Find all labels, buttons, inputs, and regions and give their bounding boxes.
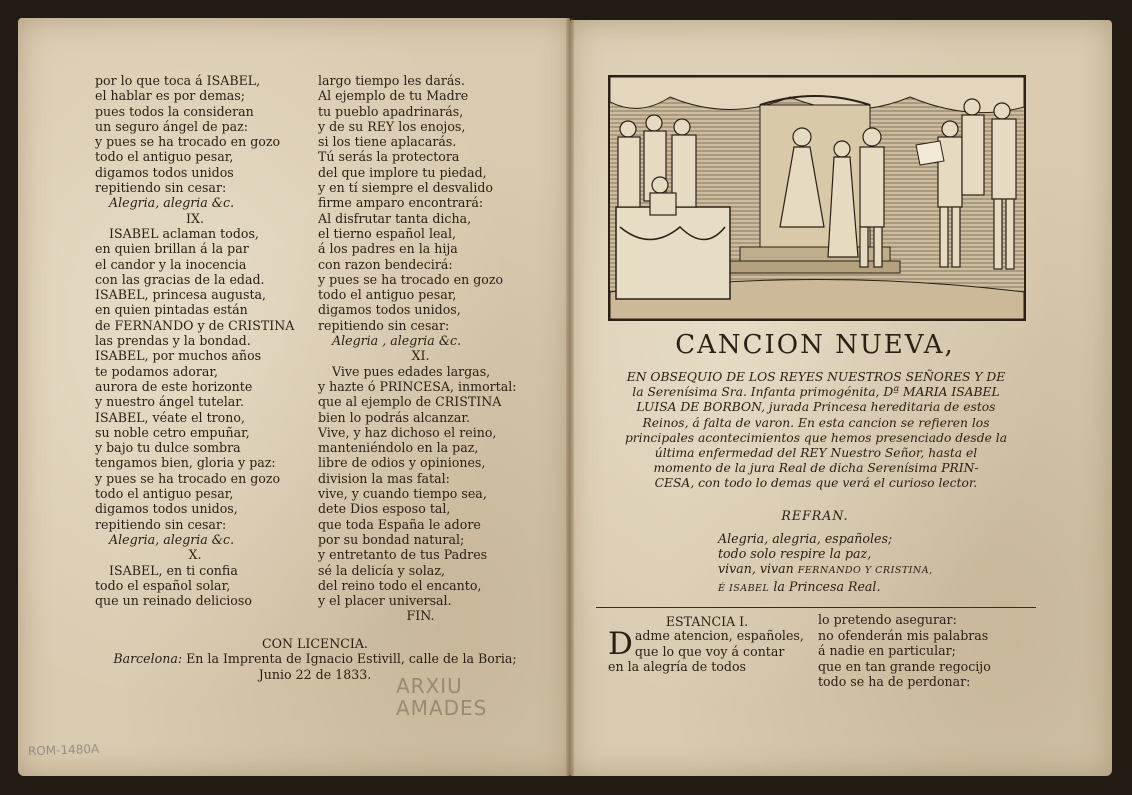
verse-line: IX. bbox=[186, 210, 204, 226]
refran-line bbox=[718, 579, 978, 596]
stanza-line: que lo que voy á contar bbox=[634, 643, 785, 659]
verse-line: Al disfrutar tanta dicha, bbox=[318, 210, 472, 226]
verse-line: con las gracias de la edad. bbox=[95, 271, 265, 287]
verse-line: repitiendo sin cesar: bbox=[318, 317, 450, 333]
refran-text: la Princesa Real. bbox=[769, 578, 881, 594]
verse-line: aurora de este horizonte bbox=[95, 378, 253, 394]
imprint-city: Barcelona: bbox=[113, 651, 183, 667]
verse-line: sé la delicía y solaz, bbox=[318, 562, 445, 578]
refran-heading: REFRAN. bbox=[781, 508, 849, 523]
stanza-line: adme atencion, españoles, bbox=[634, 628, 804, 643]
verse-line: si los tiene aplacarás. bbox=[318, 134, 457, 150]
verse-line: todo el español solar, bbox=[95, 577, 231, 593]
drop-cap: D bbox=[608, 626, 633, 662]
section-rule bbox=[596, 607, 1036, 608]
stamp-line-1: ARXIU bbox=[396, 674, 463, 698]
subtitle-line: Reinos, á falta de varon. En esta cancion se refieren los bbox=[642, 415, 990, 430]
verse-line: por lo que toca á ISABEL, bbox=[95, 73, 261, 88]
verse-line: todo el antiguo pesar, bbox=[95, 486, 234, 502]
verse-line: tu pueblo apadrinarás, bbox=[318, 103, 464, 119]
verse-line: XI. bbox=[411, 348, 430, 364]
verse-line: firme amparo encontrará: bbox=[318, 195, 484, 211]
verse-line: Alegria, alegria &c. bbox=[109, 195, 235, 211]
verse-line: del que implore tu piedad, bbox=[318, 164, 487, 180]
verse-line: division la mas fatal: bbox=[318, 470, 450, 486]
verse-line: ISABEL, por muchos años bbox=[95, 348, 262, 364]
subtitle-line: momento de la jura Real de dicha Serenísima PRIN- bbox=[653, 461, 979, 476]
subtitle-line: la Serenísima Sra. Infanta primogénita, Dª MARIA ISABEL bbox=[632, 385, 1000, 400]
refran-text: vivan, vivan bbox=[718, 561, 798, 577]
woodcut-scene bbox=[610, 77, 1024, 319]
stanza-line: á nadie en particular; bbox=[818, 643, 956, 658]
verse-line: digamos todos unidos, bbox=[318, 302, 461, 318]
subtitle-line: CESA, con todo lo demas que verá el curioso lector. bbox=[654, 476, 978, 491]
stanza-line: no ofenderán mis palabras bbox=[818, 627, 989, 643]
woodcut-illustration bbox=[608, 75, 1026, 321]
verse-line: á los padres en la hija bbox=[318, 241, 458, 257]
verse-line: FIN. bbox=[406, 608, 435, 624]
verse-line: y en tí siempre el desvalido bbox=[318, 180, 493, 196]
refran-names: FERNANDO Y CRISTINA, bbox=[797, 565, 933, 577]
refran-line: Alegria, alegria, españoles; bbox=[718, 531, 893, 546]
refran-line bbox=[718, 561, 978, 578]
stanza-right bbox=[818, 612, 1018, 690]
stanza-line: todo se ha de perdonar: bbox=[818, 674, 971, 689]
verse-line: que un reinado delicioso bbox=[95, 593, 252, 609]
stanza-line: que en tan grande regocijo bbox=[818, 658, 991, 674]
left-column-verses bbox=[95, 73, 295, 608]
verse-line: repitiendo sin cesar: bbox=[95, 180, 227, 196]
verse-line: del reino todo el encanto, bbox=[318, 577, 482, 593]
verse-line: el candor y la inocencia bbox=[95, 256, 247, 272]
stanza-line: en la alegría de todos bbox=[608, 659, 746, 674]
verse-line: con razon bendecirá: bbox=[318, 256, 453, 272]
verse-line: un seguro ángel de paz: bbox=[95, 118, 249, 134]
verse-line: y pues se ha trocado en gozo bbox=[318, 271, 504, 287]
shelfmark: ROM-1480A bbox=[27, 741, 100, 759]
verse-line: y pues se ha trocado en gozo bbox=[95, 470, 281, 486]
verse-line: dete Dios esposo tal, bbox=[318, 501, 451, 517]
verse-line: ISABEL, en ti confia bbox=[109, 562, 238, 578]
verse-line: que toda España le adore bbox=[318, 516, 481, 532]
verse-line: X. bbox=[188, 547, 202, 563]
verse-line: el tierno español leal, bbox=[318, 225, 456, 241]
page-title: CANCION NUEVA, bbox=[675, 330, 955, 360]
verse-line: de FERNANDO y de CRISTINA bbox=[95, 317, 295, 333]
subtitle bbox=[596, 370, 1036, 492]
verse-line: las prendas y la bondad. bbox=[95, 333, 251, 349]
stanza-left bbox=[608, 628, 808, 675]
refran bbox=[718, 531, 978, 596]
verse-line: todo el antiguo pesar, bbox=[95, 149, 234, 165]
verse-line: Vive, y haz dichoso el reino, bbox=[318, 424, 497, 440]
verse-line: Alegria , alegria &c. bbox=[332, 333, 462, 349]
verse-line: te podamos adorar, bbox=[95, 363, 219, 379]
verse-line: en quien pintadas están bbox=[95, 302, 248, 318]
center-fold bbox=[566, 18, 574, 776]
verse-line: pues todos la consideran bbox=[95, 103, 254, 119]
verse-line: y entretanto de tus Padres bbox=[318, 547, 488, 563]
imprint-line bbox=[80, 651, 550, 666]
licence-line: CON LICENCIA. bbox=[262, 636, 368, 651]
verse-line: tengamos bien, gloria y paz: bbox=[95, 455, 276, 471]
verse-line: Alegria, alegria &c. bbox=[109, 531, 235, 547]
verse-line: en quien brillan á la par bbox=[95, 241, 249, 257]
verse-line: y pues se ha trocado en gozo bbox=[95, 134, 281, 150]
verse-line: Tú serás la protectora bbox=[318, 149, 460, 165]
verse-line: Vive pues edades largas, bbox=[332, 363, 491, 379]
subtitle-line: última enfermedad del REY Nuestro Señor, hasta el bbox=[654, 446, 978, 461]
refran-line: todo solo respire la paz, bbox=[718, 546, 872, 562]
imprint-date: Junio 22 de 1833. bbox=[258, 666, 372, 682]
verse-line: repitiendo sin cesar: bbox=[95, 516, 227, 532]
verse-line: Al ejemplo de tu Madre bbox=[318, 88, 469, 104]
subtitle-line: principales acontecimientos que hemos presenciado desde la bbox=[624, 430, 1008, 445]
verse-line: todo el antiguo pesar, bbox=[318, 287, 457, 303]
verse-line: largo tiempo les darás. bbox=[318, 73, 465, 88]
verse-line: y de su REY los enojos, bbox=[318, 118, 466, 134]
verse-line: ISABEL, véate el trono, bbox=[95, 409, 245, 425]
verse-line: ISABEL aclaman todos, bbox=[109, 225, 259, 241]
verse-line: y nuestro ángel tutelar. bbox=[95, 394, 244, 410]
verse-line: su noble cetro empuñar, bbox=[95, 424, 250, 440]
stamp-line-2: AMADES bbox=[396, 696, 488, 720]
verse-line: que al ejemplo de CRISTINA bbox=[318, 394, 502, 410]
verse-line: vive, y cuando tiempo sea, bbox=[318, 486, 487, 502]
verse-line: ISABEL, princesa augusta, bbox=[95, 287, 267, 303]
verse-line: el hablar es por demas; bbox=[95, 88, 245, 104]
verse-line: bien lo podrás alcanzar. bbox=[318, 409, 470, 425]
verse-line: manteniéndolo en la paz, bbox=[318, 440, 479, 456]
subtitle-line: EN OBSEQUIO DE LOS REYES NUESTROS SEÑORES Y DE bbox=[626, 370, 1006, 384]
verse-line: digamos todos unidos bbox=[95, 164, 234, 180]
verse-line: digamos todos unidos, bbox=[95, 501, 238, 517]
subtitle-line: LUISA DE BORBON, jurada Princesa hereditaria de estos bbox=[636, 400, 996, 415]
verse-line: y hazte ó PRINCESA, inmortal: bbox=[318, 378, 517, 394]
verse-line: por su bondad natural; bbox=[318, 531, 465, 547]
verse-line: y el placer universal. bbox=[318, 593, 452, 609]
verse-line: libre de odios y opiniones, bbox=[318, 455, 486, 471]
imprint-printer: En la Imprenta de Ignacio Estivill, calle de la Boria; bbox=[186, 651, 517, 667]
verse-line: y bajo tu dulce sombra bbox=[95, 440, 241, 456]
stanza-line: lo pretendo asegurar: bbox=[818, 612, 957, 627]
archive-stamp bbox=[396, 675, 487, 719]
right-column-verses bbox=[318, 73, 523, 624]
refran-name: É ISABEL bbox=[718, 582, 770, 594]
estancia-heading: ESTANCIA I. bbox=[665, 614, 749, 629]
